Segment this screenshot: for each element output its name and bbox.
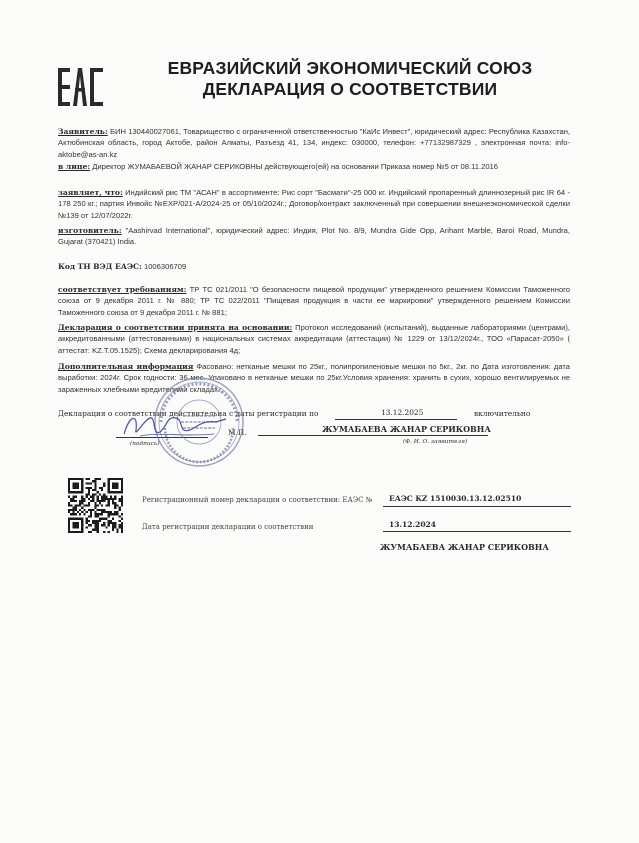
additional-section [58, 361, 570, 395]
applicant-text: БИН 130440027061, Товарищество с ограниченной ответственностью "КаИс Инвест", юридический адрес: Республика Казахстан, Актюбинская область, город Актобе, район Алматы, Разъезд 41, 134, индекс: 030000, телефон: +77132987329 , электронная почта: info-aktobe@as-an.kz [58, 127, 570, 159]
represented-text: Директор ЖУМАБАЕВОЙ ЖАНАР СЕРИКОВНЫ действующего(ей) на основании Приказа номер №5 от 08.11.2016 [90, 162, 499, 171]
stamp-place-mark: М.П. [228, 428, 247, 437]
qr-code [68, 478, 123, 533]
tnved-label: Код ТН ВЭД ЕАЭС: [58, 262, 142, 271]
registration-number-label: Регистрационный номер декларации о соответствии: ЕАЭС № [142, 496, 373, 504]
applicant-section [58, 126, 570, 160]
basis-text: Протокол исследований (испытаний), выданные лабораториями (центрами), аккредитованными (аттестованными) в национальных системах аккредитации (аттестации) № 1229 от 13/12/2024г., ТОО «Парасат-2050» ( аттестат: KZ.T.05.1525); Схема декларирования 4д; [58, 323, 570, 355]
validity-date-underline [335, 419, 457, 420]
signature-caption: (подпись) [130, 441, 160, 447]
requirements-text: ТР ТС 021/2011 "О безопасности пищевой продукции" утвержденного решением Комиссии Таможенного союза от 9 декабря 2011 г. № 880; ТР ТС 022/2011 "Пищевая продукция в части ее маркировки" утвержденного решением Комиссии Таможенного союза от 9 декабря 2011 г. № 881; [58, 285, 570, 317]
signatory-underline [258, 435, 488, 436]
signatory-name: ЖУМАБАЕВА ЖАНАР СЕРИКОВНА [322, 424, 491, 434]
manufacturer-text: "Aashirvad International", юридический адрес: Индия, Plot No. 8/9, Mundra Gide Opp, Arihant Marble, Baroi Road, Mundra, Gujarat (370421) India. [58, 226, 570, 247]
eac-logo [57, 66, 105, 108]
tnved-section [58, 261, 570, 272]
registration-date-underline [383, 531, 571, 532]
represented-label: в лице: [58, 162, 91, 171]
handwritten-signature [120, 410, 230, 442]
registration-date-label: Дата регистрации декларации о соответствии [142, 523, 314, 531]
validity-suffix: включительно [474, 409, 531, 418]
applicant-label: Заявитель: [58, 127, 108, 136]
declares-text: Индийский рис ТМ "АСАН" в ассортименте: Рис сорт "Басмати"-25 000 кг. Индийский пропаренный длиннозерный рис IR 64 - 178 250 кг.; партия Инвойс №EXP/021-A/2024-25 от 05/10/2024г.; Договор/контракт заключенный при совершении внешнеэкономической сделки №139 от 12/07/2022г. [58, 188, 570, 220]
registration-number-value: ЕАЭС KZ 1510030.13.12.02510 [389, 494, 522, 503]
validity-prefix: Декларация о соответствии действительна с даты регистрации по [58, 409, 319, 418]
manufacturer-section [58, 225, 570, 248]
declares-section [58, 187, 570, 221]
declares-label: заявляет, что: [58, 188, 123, 197]
additional-label: Дополнительная информация [58, 362, 194, 371]
signatory-caption: (Ф. И. О. заявителя) [403, 439, 468, 445]
registration-date-value: 13.12.2024 [389, 520, 436, 529]
represented-section [58, 161, 570, 172]
basis-section [58, 322, 570, 356]
additional-text: Фасовано: нетканые мешки по 25кг., полипропиленовые мешки по 5кг., 2кг. по Дата изготовления: дата выработки: 2024г. Срок годности: 36 мес. Упаковано в нетканые мешки по 25кг.Условия хранения: хранить в сухих, хорошо вентилируемых не зараженных хлебными вредителями складах.; [58, 362, 570, 394]
tnved-text: 1006306709 [141, 262, 187, 271]
basis-label: Декларация о соответствии принята на основании: [58, 323, 293, 332]
requirements-section [58, 284, 570, 318]
page-title [130, 58, 570, 100]
requirements-label: соответствует требованиям: [58, 285, 187, 294]
registration-number-underline [383, 506, 571, 507]
manufacturer-label: изготовитель: [58, 226, 122, 235]
title-line-1: ЕВРАЗИЙСКИЙ ЭКОНОМИЧЕСКИЙ СОЮЗ [167, 58, 533, 78]
validity-date: 13.12.2025 [381, 408, 424, 417]
registration-printed-name: ЖУМАБАЕВА ЖАНАР СЕРИКОВНА [380, 542, 549, 552]
title-line-2: ДЕКЛАРАЦИЯ О СООТВЕТСТВИИ [202, 79, 498, 99]
